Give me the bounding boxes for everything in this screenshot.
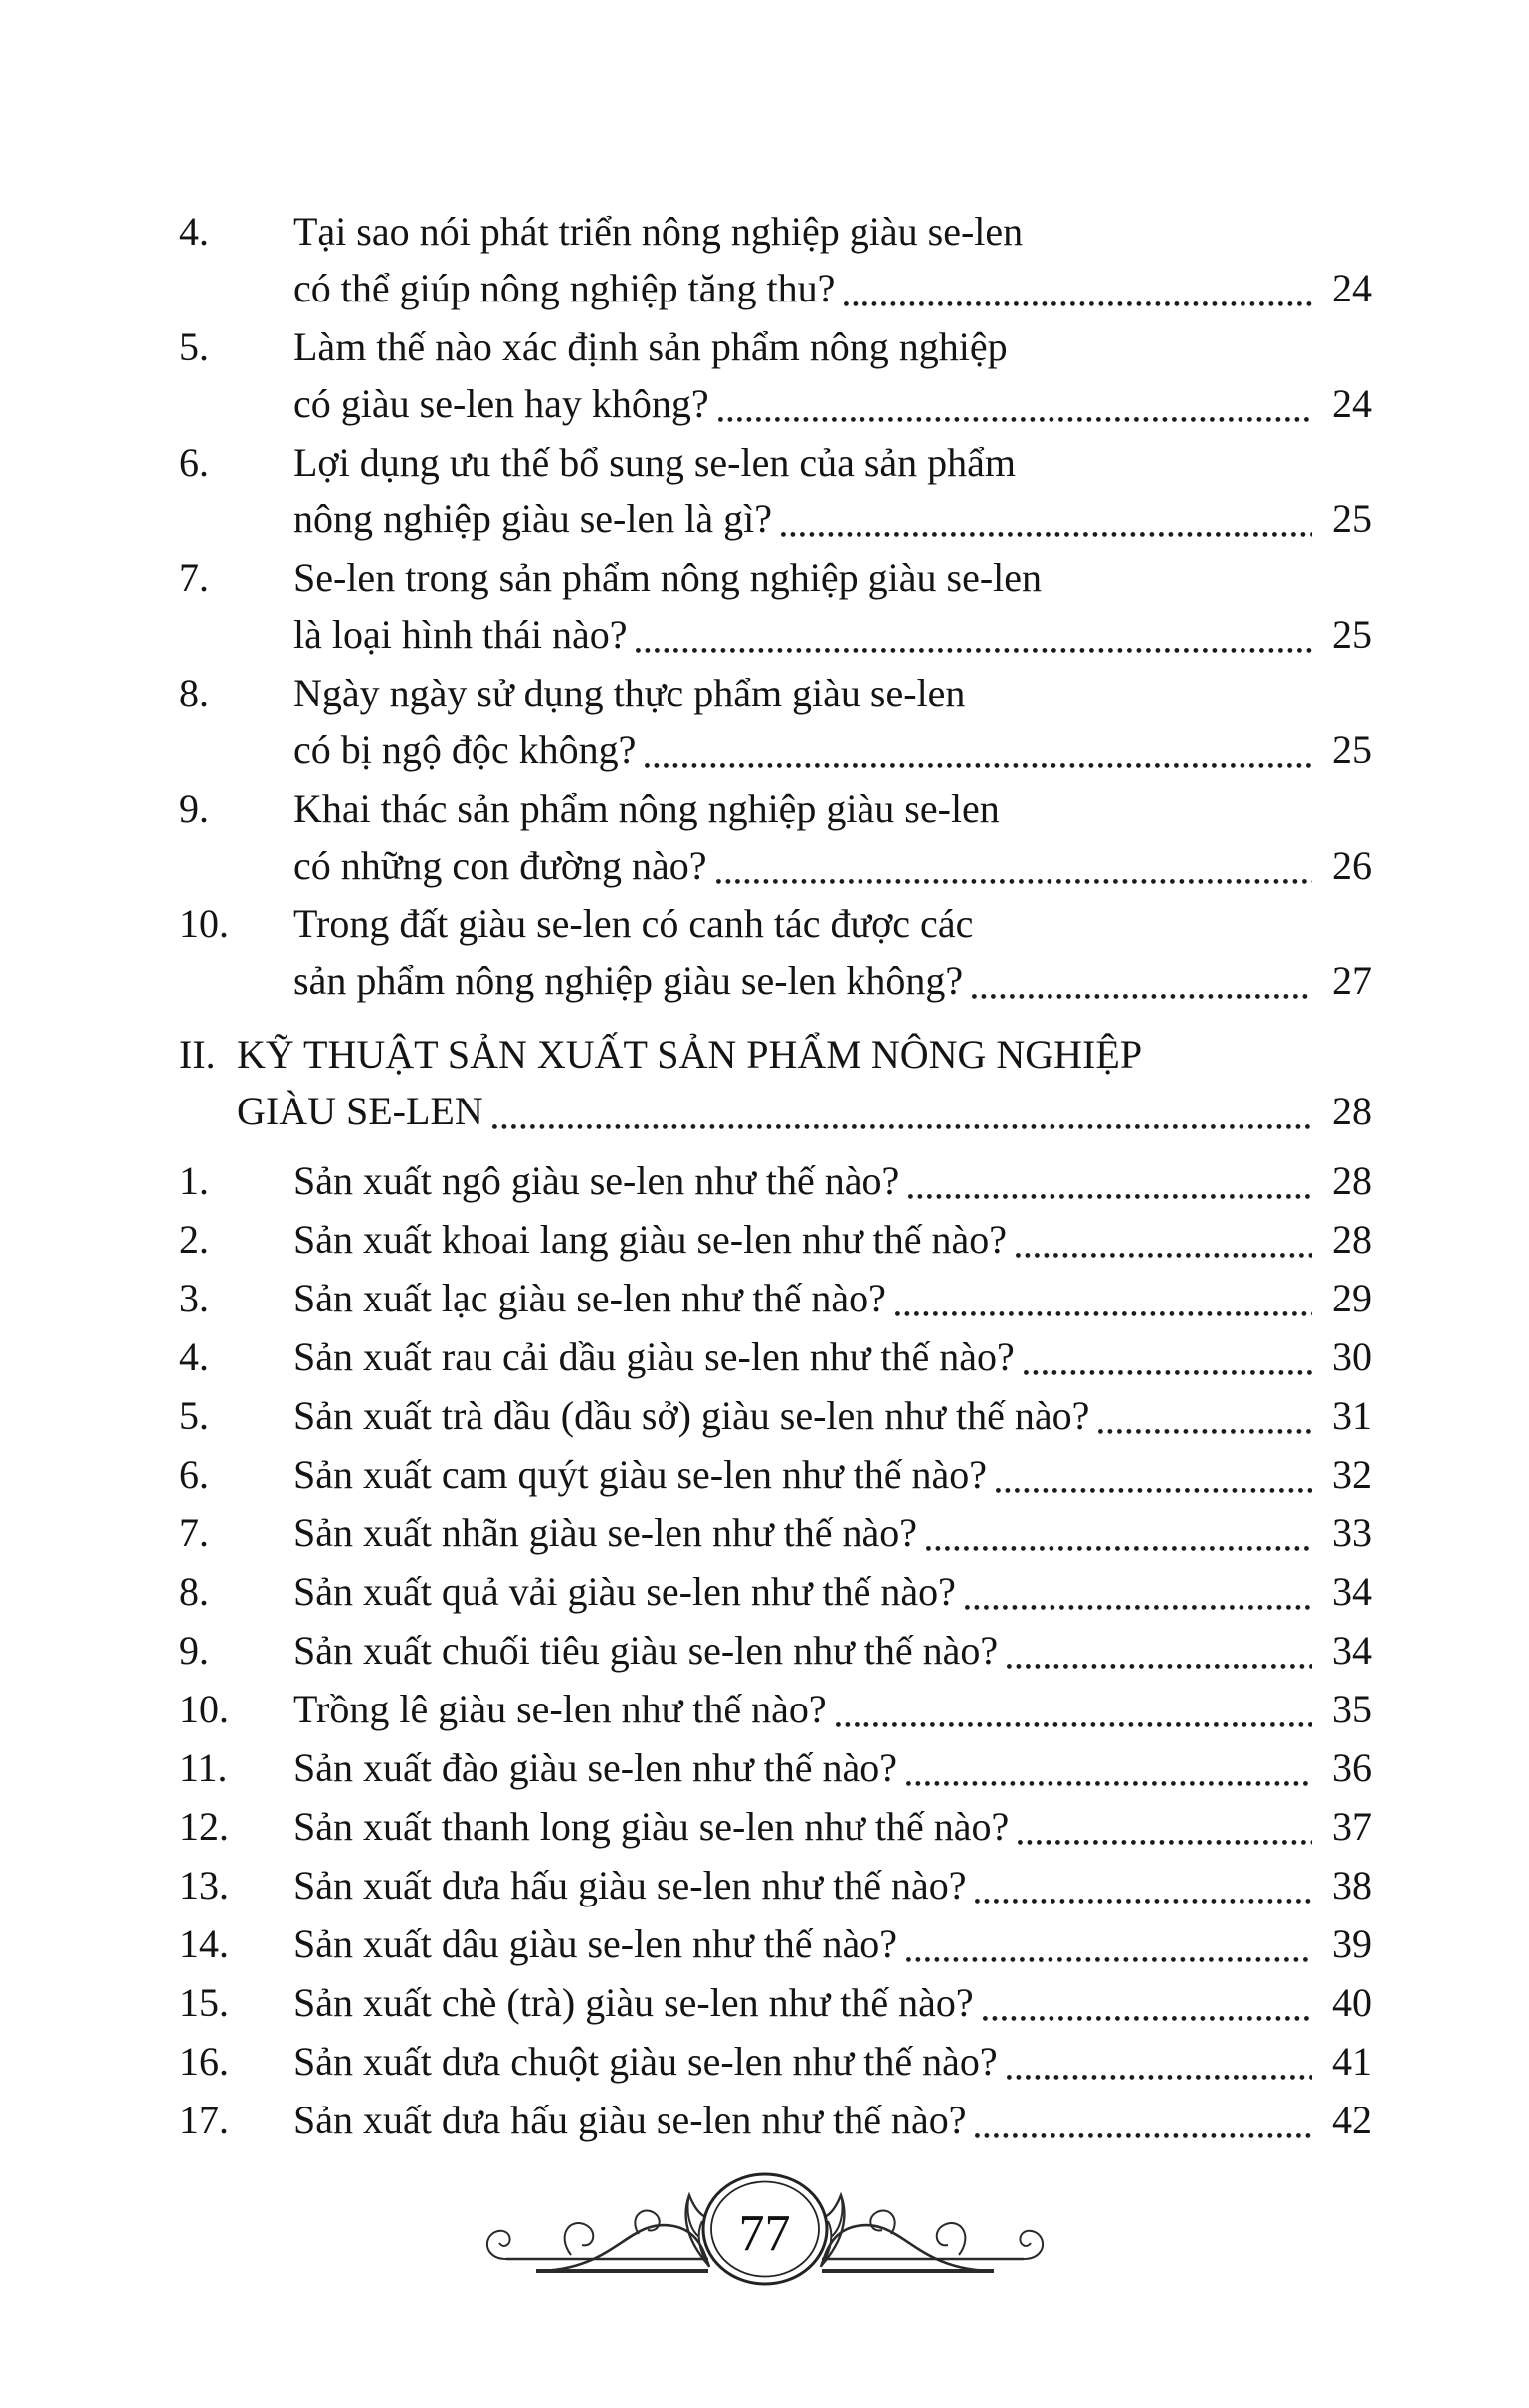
entry-body [293,434,1372,547]
entry-page-number: 39 [1332,1921,1372,1966]
entry-line1: Tại sao nói phát triển nông nghiệp giàu se-len [293,209,1024,254]
entry-body [293,1211,1372,1268]
entry-line2: có những con đường nào? [293,843,707,888]
entry-text: Sản xuất dưa hấu giàu se-len như thế nào? [293,2098,967,2142]
entry-page-number: 33 [1332,1510,1372,1555]
entry-page-number: 34 [1332,1628,1372,1673]
toc-entry [179,434,1372,547]
dot-leader [1007,2075,1312,2080]
entry-number: 14. [179,1921,229,1966]
footer-ornament [477,2171,1053,2303]
entry-page-number: 28 [1332,1217,1372,1262]
dot-leader [983,2016,1312,2021]
entry-number: 12. [179,1804,229,1849]
dot-leader [975,1899,1312,1904]
dot-leader [1018,1840,1312,1845]
entry-page-number: 24 [1332,381,1372,426]
entry-text: Sản xuất dưa chuột giàu se-len như thế nào? [293,2039,998,2084]
entry-number: 9. [179,786,209,831]
toc-entry [179,1152,1372,1209]
entry-number: 4. [179,1334,209,1379]
table-of-contents [179,203,1372,2150]
entry-text: Sản xuất quả vải giàu se-len như thế nào? [293,1569,956,1614]
toc-entry [179,665,1372,778]
entry-body [293,1505,1372,1561]
toc-entry [179,1270,1372,1326]
entry-number: 6. [179,440,209,485]
dot-leader [1024,1370,1312,1375]
entry-text: Sản xuất cam quýt giàu se-len như thế nào? [293,1452,988,1497]
entry-line2: sản phẩm nông nghiệp giàu se-len không? [293,958,964,1003]
entry-number: 5. [179,1393,209,1438]
toc-entry [179,1622,1372,1679]
toc-entry [179,1681,1372,1737]
toc-entry [179,1328,1372,1385]
entry-number: 13. [179,1863,229,1907]
entry-page-number: 41 [1332,2039,1372,2084]
entry-number: 8. [179,671,209,715]
entry-page-number: 28 [1332,1089,1372,1133]
entry-number: II. [179,1032,216,1077]
entry-page-number: 42 [1332,2098,1372,2142]
dot-leader [926,1546,1312,1551]
entry-page-number: 25 [1332,497,1372,541]
entry-text: Trồng lê giàu se-len như thế nào? [293,1687,827,1731]
entry-body [293,1739,1372,1796]
toc-entry [179,1974,1372,2031]
entry-page-number: 35 [1332,1687,1372,1731]
entry-line2: có thể giúp nông nghiệp tăng thu? [293,266,836,310]
toc-entry [179,1505,1372,1561]
entry-body [237,1026,1372,1139]
toc-entry [179,1739,1372,1796]
entry-number: 10. [179,1687,229,1731]
entry-line1: Ngày ngày sử dụng thực phẩm giàu se-len [293,671,966,715]
entry-body [293,1152,1372,1209]
dot-leader [972,994,1312,999]
entry-body [293,1270,1372,1326]
entry-text: Sản xuất nhãn giàu se-len như thế nào? [293,1510,918,1555]
entry-text: Sản xuất đào giàu se-len như thế nào? [293,1745,898,1790]
entry-page-number: 32 [1332,1452,1372,1497]
entry-line1: Lợi dụng ưu thế bổ sung se-len của sản phẩm [293,440,1017,485]
toc-entry [179,1857,1372,1913]
entry-body [293,1328,1372,1385]
dot-leader [492,1124,1312,1129]
toc-entry [179,318,1372,432]
toc-entry [179,2092,1372,2148]
toc-entry [179,1915,1372,1972]
entry-line1: Trong đất giàu se-len có canh tác được các [293,902,974,946]
toc-entry [179,1563,1372,1620]
dot-leader [965,1605,1312,1610]
entry-page-number: 26 [1332,843,1372,888]
entry-number: 16. [179,2039,229,2084]
entry-number: 3. [179,1276,209,1320]
entry-number: 2. [179,1217,209,1262]
entry-body [293,2092,1372,2148]
entry-body [293,203,1372,316]
entry-page-number: 31 [1332,1393,1372,1438]
entry-body [293,1915,1372,1972]
entry-body [293,1681,1372,1737]
entry-line1: KỸ THUẬT SẢN XUẤT SẢN PHẨM NÔNG NGHIỆP [237,1032,1143,1077]
entry-body [293,549,1372,663]
dot-leader [844,301,1312,306]
dot-leader [1016,1253,1312,1258]
entry-number: 11. [179,1745,228,1790]
toc-entry [179,1446,1372,1503]
dot-leader [836,1722,1312,1727]
dot-leader [996,1488,1312,1493]
entry-text: Sản xuất chuối tiêu giàu se-len như thế nào? [293,1628,999,1673]
entry-text: Sản xuất chè (trà) giàu se-len như thế nào? [293,1980,974,2025]
toc-entry [179,1387,1372,1444]
entry-body [293,1622,1372,1679]
toc-entry [179,2033,1372,2090]
entry-line1: Làm thế nào xác định sản phẩm nông nghiệp [293,324,1008,369]
entry-text: Sản xuất rau cải dầu giàu se-len như thế nào? [293,1334,1015,1379]
dot-leader [906,1957,1312,1962]
entry-page-number: 29 [1332,1276,1372,1320]
entry-number: 6. [179,1452,209,1497]
entry-line2: nông nghiệp giàu se-len là gì? [293,497,772,541]
entry-page-number: 25 [1332,727,1372,772]
entry-body [293,1387,1372,1444]
entry-text: Sản xuất ngô giàu se-len như thế nào? [293,1158,900,1203]
entry-number: 1. [179,1158,209,1203]
entry-text: Sản xuất thanh long giàu se-len như thế nào? [293,1804,1010,1849]
entry-text: Sản xuất dưa hấu giàu se-len như thế nào? [293,1863,967,1907]
entry-number: 10. [179,902,229,946]
dot-leader [781,532,1312,537]
dot-leader [645,763,1312,768]
entry-number: 8. [179,1569,209,1614]
dot-leader [906,1781,1312,1786]
dot-leader [718,417,1312,422]
dot-leader [636,648,1312,653]
dot-leader [895,1311,1312,1316]
entry-page-number: 37 [1332,1804,1372,1849]
entry-line2: GIÀU SE-LEN [237,1089,483,1133]
toc-entry [179,1026,1372,1139]
entry-body [293,1563,1372,1620]
toc-entry [179,1211,1372,1268]
entry-number: 7. [179,555,209,600]
entry-text: Sản xuất dâu giàu se-len như thế nào? [293,1921,898,1966]
entry-page-number: 34 [1332,1569,1372,1614]
entry-body [293,318,1372,432]
entry-page-number: 30 [1332,1334,1372,1379]
entry-body [293,1974,1372,2031]
entry-body [293,1857,1372,1913]
entry-page-number: 36 [1332,1745,1372,1790]
toc-entry [179,549,1372,663]
entry-line2: là loại hình thái nào? [293,612,628,657]
entry-body [293,1446,1372,1503]
entry-number: 5. [179,324,209,369]
entry-body [293,665,1372,778]
entry-page-number: 40 [1332,1980,1372,2025]
entry-page-number: 28 [1332,1158,1372,1203]
entry-body [293,896,1372,1009]
toc-entry [179,203,1372,316]
entry-number: 7. [179,1510,209,1555]
entry-body [293,780,1372,894]
entry-text: Sản xuất trà dầu (dầu sở) giàu se-len như thế nào? [293,1393,1090,1438]
entry-page-number: 25 [1332,612,1372,657]
dot-leader [716,879,1312,884]
toc-entry [179,1798,1372,1855]
entry-line1: Se-len trong sản phẩm nông nghiệp giàu se-len [293,555,1043,600]
entry-number: 17. [179,2098,229,2142]
toc-entry [179,896,1372,1009]
entry-body [293,1798,1372,1855]
entry-page-number: 27 [1332,958,1372,1003]
entry-number: 15. [179,1980,229,2025]
dot-leader [1098,1429,1312,1434]
entry-page-number: 24 [1332,266,1372,310]
dot-leader [908,1194,1312,1199]
entry-number: 9. [179,1628,209,1673]
entry-text: Sản xuất khoai lang giàu se-len như thế nào? [293,1217,1008,1262]
entry-text: Sản xuất lạc giàu se-len như thế nào? [293,1276,886,1320]
entry-number: 4. [179,209,209,254]
entry-page-number: 38 [1332,1863,1372,1907]
dot-leader [1007,1664,1312,1669]
footer-page-number: 77 [738,2204,791,2262]
entry-body [293,2033,1372,2090]
dot-leader [975,2133,1312,2138]
entry-line2: có bị ngộ độc không? [293,727,637,772]
entry-line2: có giàu se-len hay không? [293,381,709,426]
toc-entry [179,780,1372,894]
entry-line1: Khai thác sản phẩm nông nghiệp giàu se-len [293,786,1000,831]
